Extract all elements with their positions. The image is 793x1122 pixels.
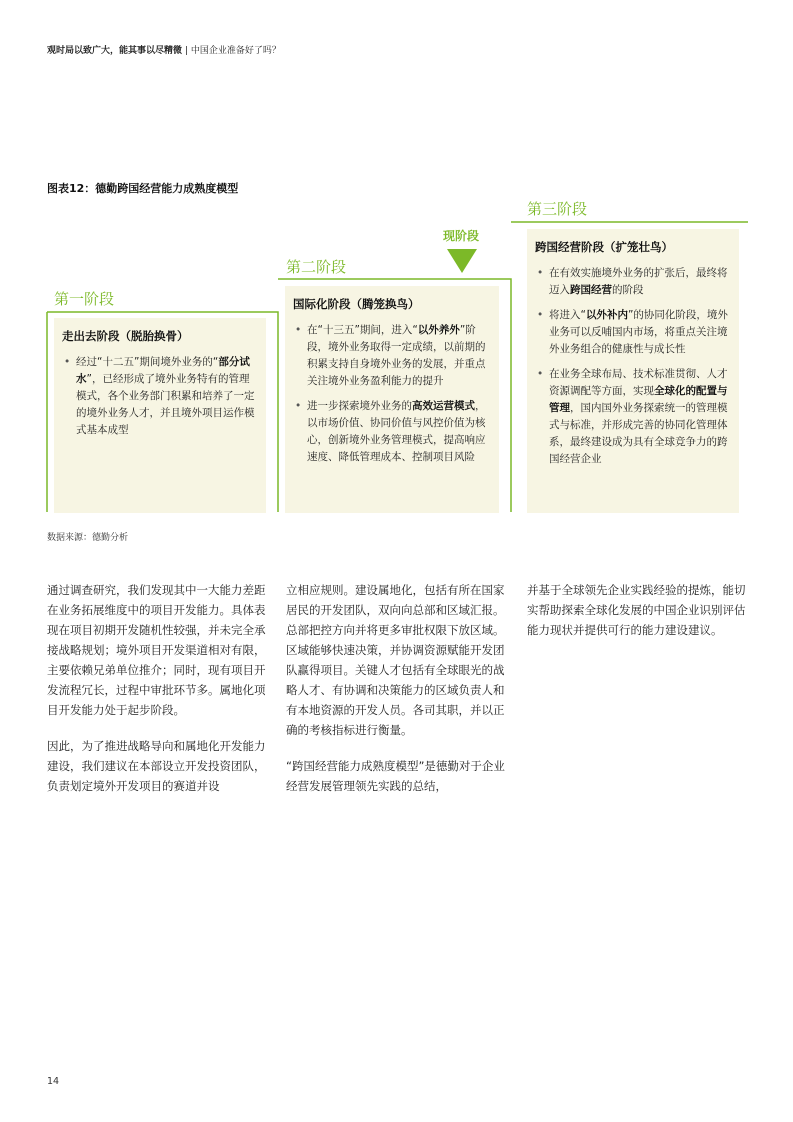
bullet-emphasis: 高效运营模式 <box>412 400 475 412</box>
now-marker-triangle <box>447 249 477 273</box>
bullet-text: 在业务全球布局、技术标准贯彻、人才资源调配等方面，实现 <box>549 368 728 397</box>
bullet-text: ，以市场价值、协同价值与风控价值为核心，创新境外业务管理模式，提高响应速度、降低管理成本、控制项目风险 <box>307 400 486 463</box>
bullet-text: 在“十三五”期间，进入“ <box>307 324 418 336</box>
bullet-text: 将进入“ <box>549 309 586 321</box>
stage-bullet <box>62 354 258 439</box>
stage-1-box <box>54 318 266 513</box>
bullet-text: 经过“十二五”期间境外业务的“ <box>76 356 219 368</box>
stage-1-label: 第一阶段 <box>54 290 115 308</box>
bullet-text: ”，已经形成了境外业务特有的管理模式，各个业务部门积累和培养了一定的境外业务人才，并且境外项目运作模式基本成型 <box>76 373 255 436</box>
body-paragraph: 并基于全球领先企业实践经验的提炼，能切实帮助探索全球化发展的中国企业识别评估能力现状并提供可行的能力建设建议。 <box>527 583 746 637</box>
stage-bullet <box>293 398 491 466</box>
bullet-text: ”的协同化阶段，境外业务可以反哺国内市场，将重点关注境外业务组合的健康性与成长性 <box>549 309 728 355</box>
body-paragraph: 通过调查研究，我们发现其中一大能力差距在业务拓展维度中的项目开发能力。具体表现在项目初期开发随机性较强，并未完全承接战略规划；境外项目开发渠道相对有限，主要依赖兄弟单位推介；同时，现有项目开发流程冗长，过程中审批环节多。属地化项目开发能力处于起步阶段。 <box>47 583 266 717</box>
header-separator: | <box>184 46 188 56</box>
stage-3-box <box>527 229 739 513</box>
bullet-emphasis: 部分试水 <box>76 356 250 385</box>
stage-2-title: 国际化阶段（腾笼换鸟） <box>293 297 420 311</box>
bullet-emphasis: 以外补内 <box>585 309 628 321</box>
body-column-3 <box>527 580 749 656</box>
body-column-1 <box>47 580 269 812</box>
bullet-emphasis: 跨国经营 <box>570 284 612 296</box>
stage-2-label: 第二阶段 <box>286 258 347 276</box>
bullet-text: ，国内国外业务探索统一的管理模式与标准，并形成完善的协同化管理体系，最终建设成为具有全球竞争力的跨国经营企业 <box>549 402 728 465</box>
figure-source: 数据来源：德勤分析 <box>47 533 129 543</box>
header-title: 观时局以致广大，能其事以尽精微 <box>47 46 183 56</box>
bullet-text: 进一步探索境外业务的 <box>307 400 412 412</box>
now-stage-label: 现阶段 <box>443 229 480 243</box>
body-paragraph: 立相应规则。建设属地化，包括有所在国家居民的开发团队，双向向总部和区域汇报。总部把控方向并将更多审批权限下放区域。区域能够快速决策，并协调资源赋能开发团队赢得项目。关键人才包括有全球眼光的战略人才、有协调和决策能力的区域负责人和有本地资源的开发人员。各司其职，并以正确的考核指标进行衡量。 <box>286 583 505 737</box>
bullet-text: 的阶段 <box>612 284 644 296</box>
stage-2-box <box>285 286 499 513</box>
bullet-emphasis: 全球化的配置与管理 <box>549 385 728 414</box>
stage-3-bullets <box>535 265 731 468</box>
stage-bullet <box>535 366 731 468</box>
stage-3-label: 第三阶段 <box>527 200 588 218</box>
stage-2-bullets <box>293 322 491 466</box>
stage-bullet <box>535 307 731 358</box>
stage-bullet <box>535 265 731 299</box>
bullet-text: ”阶段，境外业务取得一定成绩，以前期的积累支持自身境外业务的发展，并重点关注境外业务盈利能力的提升 <box>307 324 486 387</box>
stage-bullet <box>293 322 491 390</box>
stage-1-title: 走出去阶段（脱胎换骨） <box>62 329 189 343</box>
page-number: 14 <box>47 1076 60 1087</box>
header-subtitle: 中国企业准备好了吗？ <box>190 46 281 56</box>
bullet-emphasis: 以外养外 <box>417 324 460 336</box>
figure-title: 图表12：德勤跨国经营能力成熟度模型 <box>47 182 239 195</box>
stage-1-bullets <box>62 354 258 439</box>
body-column-2 <box>286 580 508 812</box>
stage-3-title: 跨国经营阶段（扩笼壮鸟） <box>535 240 673 254</box>
body-paragraph: 因此，为了推进战略导向和属地化开发能力建设，我们建议在本部设立开发投资团队，负责划定境外开发项目的赛道并设 <box>47 739 266 793</box>
bullet-text: 在有效实施境外业务的扩张后，最终将迈入 <box>549 267 728 296</box>
body-paragraph: “跨国经营能力成熟度模型”是德勤对于企业经营发展管理领先实践的总结， <box>286 759 505 793</box>
